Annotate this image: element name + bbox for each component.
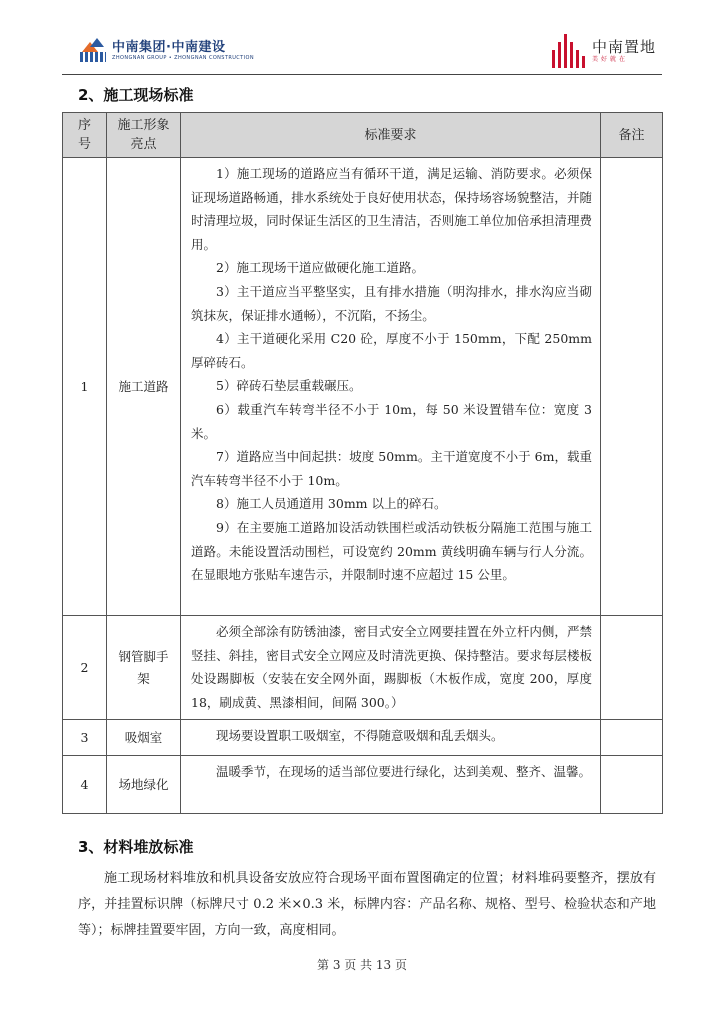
right-logo-cn: 中南置地 <box>591 38 656 56</box>
left-logo-cn: 中南集团·中南建设 <box>112 39 226 55</box>
row-no: 4 <box>63 756 107 814</box>
requirement-item: 7）道路应当中间起拱：坡度 50mm。主干道宽度不小于 6m，载重汽车转弯半径不小于 10m。 <box>191 449 592 488</box>
table-row <box>63 756 663 814</box>
row-feature: 吸烟室 <box>107 720 181 756</box>
page-number: 第 3 页 共 13 页 <box>317 958 407 972</box>
row-remark <box>601 720 663 756</box>
row-feature: 场地绿化 <box>107 756 181 814</box>
row-no: 2 <box>63 616 107 720</box>
section-2-title: 2、施工现场标准 <box>78 86 194 104</box>
header-divider <box>62 74 662 75</box>
table-header-row <box>63 113 663 158</box>
row-no: 3 <box>63 720 107 756</box>
site-standards-table <box>62 112 663 814</box>
row-remark <box>601 616 663 720</box>
requirement-item: 9）在主要施工道路加设活动铁围栏或活动铁板分隔施工范围与施工道路。未能设置活动围栏，可设宽约 20mm 黄线明确车辆与行人分流。在显眼地方张贴车速告示，并限制时速不应超过 15 公里。 <box>191 519 592 583</box>
requirement-item: 8）施工人员通道用 30mm 以上的碎石。 <box>216 496 447 512</box>
page-header <box>62 30 662 74</box>
table-row <box>63 158 663 616</box>
row-remark <box>601 756 663 814</box>
requirement-item: 6）载重汽车转弯半径不小于 10m，每 50 米设置错车位：宽度 3 米。 <box>191 401 592 441</box>
requirement-item: 1）施工现场的道路应当有循环干道，满足运输、消防要求。必须保证现场道路畅通，排水系统处于良好使用状态，保持场容场貌整洁，并随时清理垃圾，同时保证生活区的卫生清洁，否则施工单位加倍承担清理费用。 <box>191 166 592 252</box>
requirement-item: 2）施工现场干道应做硬化施工道路。 <box>216 260 424 276</box>
header-requirement: 标准要求 <box>181 113 601 158</box>
right-logo-slogan: 美好就在 <box>591 56 628 63</box>
zhongnan-logo-mark-icon <box>80 38 106 64</box>
red-bars-logo-icon <box>550 34 586 68</box>
row-requirement <box>181 158 601 616</box>
requirement-item: 温暖季节，在现场的适当部位要进行绿化，达到美观、整齐、温馨。 <box>216 764 592 779</box>
row-requirement <box>181 756 601 814</box>
header-remark: 备注 <box>601 113 663 158</box>
table-row <box>63 720 663 756</box>
requirement-item: 5）碎砖石垫层重载碾压。 <box>216 378 362 394</box>
row-requirement <box>181 616 601 720</box>
row-no: 1 <box>63 158 107 616</box>
zhongnan-land-logo <box>550 34 656 68</box>
requirement-item: 3）主干道应当平整坚实，且有排水措施（明沟排水，排水沟应当砌筑抹灰，保证排水通畅），不沉陷，不扬尘。 <box>191 283 592 323</box>
requirement-item: 必须全部涂有防锈油漆，密目式安全立网要挂置在外立杆内侧，严禁竖挂、斜挂，密目式安全立网应及时清洗更换、保持整洁。要求每层楼板处设踢脚板（安装在安全网外面，踢脚板（木板作成，宽度 200，厚度 18，刷成黄、黑漆相间，间隔 300。） <box>191 624 592 710</box>
requirement-item: 现场要设置职工吸烟室，不得随意吸烟和乱丢烟头。 <box>216 728 504 743</box>
row-feature: 施工道路 <box>107 158 181 616</box>
table-row <box>63 616 663 720</box>
row-feature: 钢管脚手架 <box>107 616 181 720</box>
section-3-title: 3、材料堆放标准 <box>78 838 194 856</box>
header-feature: 施工形象亮点 <box>107 113 181 158</box>
requirement-item: 4）主干道硬化采用 C20 砼，厚度不小于 150mm，下配 250mm 厚碎砖石。 <box>191 331 592 370</box>
left-logo-en: ZHONGNAN GROUP • ZHONGNAN CONSTRUCTION <box>112 54 254 61</box>
row-requirement <box>181 720 601 756</box>
zhongnan-group-logo <box>80 38 254 64</box>
row-remark <box>601 158 663 616</box>
material-stacking-paragraph: 施工现场材料堆放和机具设备安放应符合现场平面布置图确定的位置；材料堆码要整齐，摆放有序，并挂置标识牌（标牌尺寸 0.2 米×0.3 米，标牌内容：产品名称、规格、型号、检验状态和产地等）；标牌挂置要牢固，方向一致，高度相同。 <box>78 871 656 938</box>
header-no: 序号 <box>63 113 107 158</box>
